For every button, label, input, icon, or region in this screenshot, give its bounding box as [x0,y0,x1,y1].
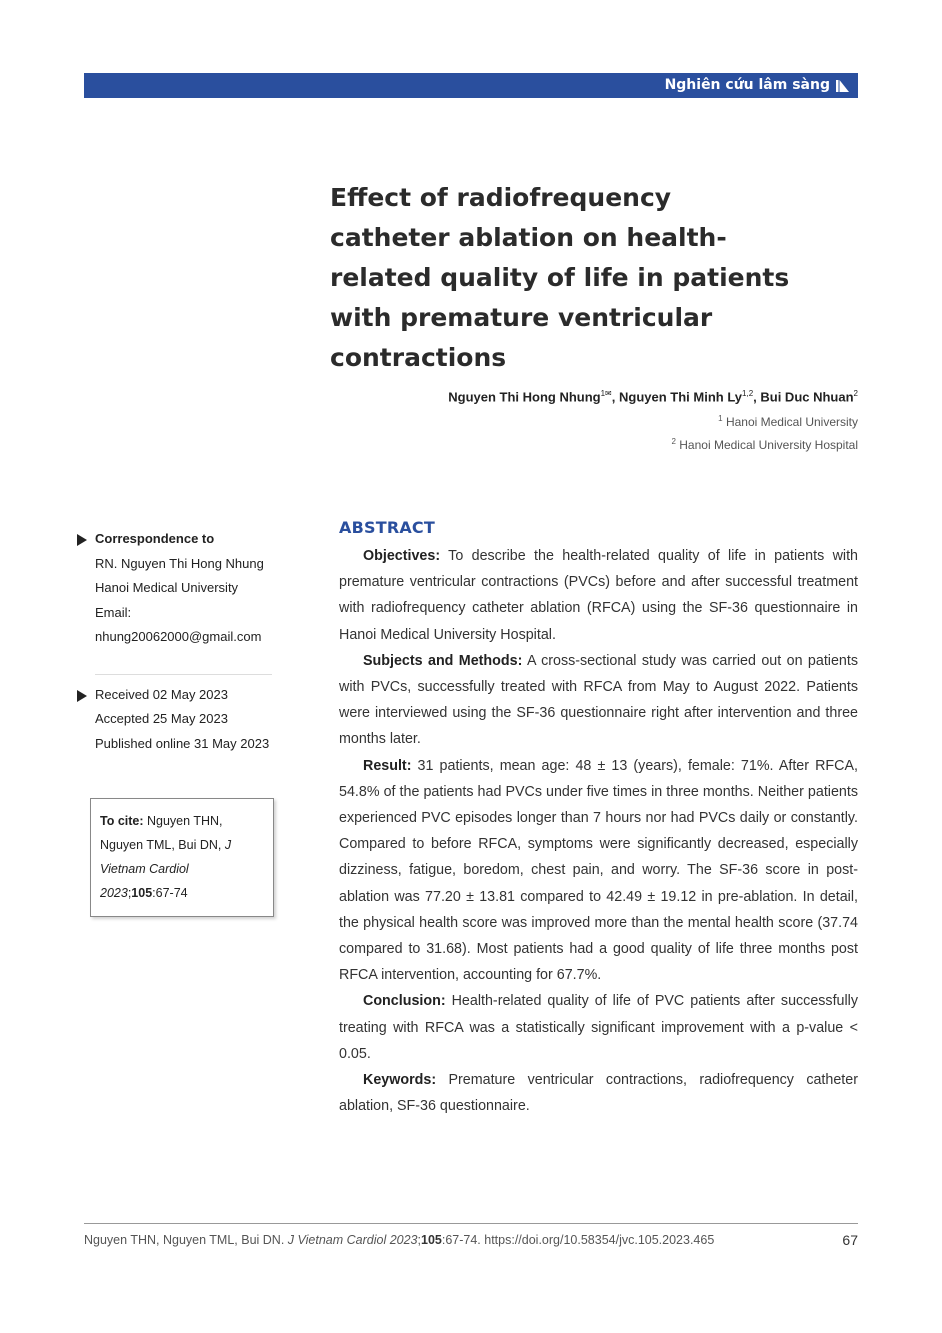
cite-authors: Nguyen THN, Nguyen TML, Bui DN, [100,814,225,852]
author-block [448,389,858,452]
author-affil-sup: 2 [853,389,858,398]
author-affil-sup: 1,2 [742,389,754,398]
correspondence-institution: Hanoi Medical University [95,580,239,595]
dates-block [76,683,272,757]
footer-doi[interactable]: :67-74. https://doi.org/10.58354/jvc.105.2023.465 [441,1233,715,1247]
published-date: Published online 31 May 2023 [95,735,270,751]
correspondence-name: RN. Nguyen Thi Hong Nhung [95,555,264,571]
section-title: Nghiên cứu lâm sàng [664,77,830,93]
footer-journal: J Vietnam Cardiol 2023 [287,1233,418,1247]
abstract-methods: Subjects and Methods: A cross-sectional study was carried out on patients with PVCs, successfully treated with RFCA from May to August 2022. Patients were interviewed using the SF-36 questionnaire right after intervention and three months later. [339,652,858,748]
cite-pages: :67-74 [152,886,188,900]
sidebar-divider [95,674,272,675]
article-title: Effect of radiofrequency catheter ablation on health-related quality of life in patients with premature ventricular contractions [330,183,790,372]
footer-volume: 105 [421,1233,442,1247]
cite-journal: J Vietnam Cardiol 2023 [100,838,232,900]
correspondence-email[interactable]: Email: nhung20062000@gmail.com [95,604,262,644]
cite-volume: 105 [131,886,153,900]
affiliation: $^2$ Hanoi Medical University Hospital [671,437,858,453]
arrow-right-icon [77,690,87,702]
affiliation: $^1$ Hanoi Medical University [718,414,858,430]
correspondence-block [76,527,272,650]
cite-box: To cite: Nguyen THN, Nguyen TML, Bui DN, J Vietnam Cardiol 2023;105:67-74 [90,798,274,917]
author-list: Nguyen Thi Hong Nhung$^{1✉}$, Nguyen Thi Minh Ly$^{1,2}$, Bui Duc Nhuan$^2$ [448,389,858,405]
abstract-objectives: Objectives: To describe the health-related quality of life in patients with premature ventricular contractions (PVCs) before and after successful treatment with radiofrequency catheter ablation (RFCA) using the SF-36 questionnaire in Hanoi Medical University Hospital. [339,548,858,643]
arrow-right-icon [77,534,87,546]
abstract-keywords: Keywords: Premature ventricular contractions, radiofrequency catheter ablation, SF-36 questionnaire. [339,1072,858,1115]
footer-citation: Nguyen THN, Nguyen TML, Bui DN. J Vietnam Cardiol 2023;105:67-74. https://doi.org/10.58354/jvc.105.2023.465 [84,1233,715,1247]
author-name: Bui Duc Nhuan [760,389,854,405]
author-affil-sup: 1✉ [600,389,612,398]
author-name: Nguyen Thi Minh Ly [619,389,743,405]
abstract-heading: ABSTRACT [339,518,435,537]
footer-divider [84,1223,858,1224]
abstract-result: Result: 31 patients, mean age: 48 ± 13 (years), female: 71%. After RFCA, 54.8% of the patients had PVCs under five times in three months. Neither patients experienced PVC episodes longer than 7 hours nor had PVCs daily or constantly. Compared to before RFCA, symptoms were significantly decreased, especially dizziness, fatigue, boredom, chest pain, and worry. The SF-36 score in post-ablation was 77.20 ± 13.81 compared to 42.49 ± 19.12 in pre-ablation. In detail, the physical health score was improved more than the mental health score (37.74 compared to 31.68). Most patients had a good quality of life three months post RFCA intervention, accounting for 67.7%. [339,757,858,984]
abstract-conclusion: Conclusion: Health-related quality of life of PVC patients after successfully treating with RFCA was a statistically significant improvement with a p-value < 0.05. [339,993,858,1062]
correspondence-heading: Correspondence to [95,531,215,546]
page-number: 67 [842,1232,858,1248]
accepted-date: Accepted 25 May 2023 [95,711,228,726]
abstract-body [339,543,858,1119]
corner-triangle-icon [836,79,850,93]
received-date: Received 02 May 2023 [95,686,228,702]
cite-label: To cite: [100,814,144,828]
header-bar [84,73,858,98]
sidebar [76,527,272,756]
author-name: Nguyen Thi Hong Nhung [448,389,601,405]
